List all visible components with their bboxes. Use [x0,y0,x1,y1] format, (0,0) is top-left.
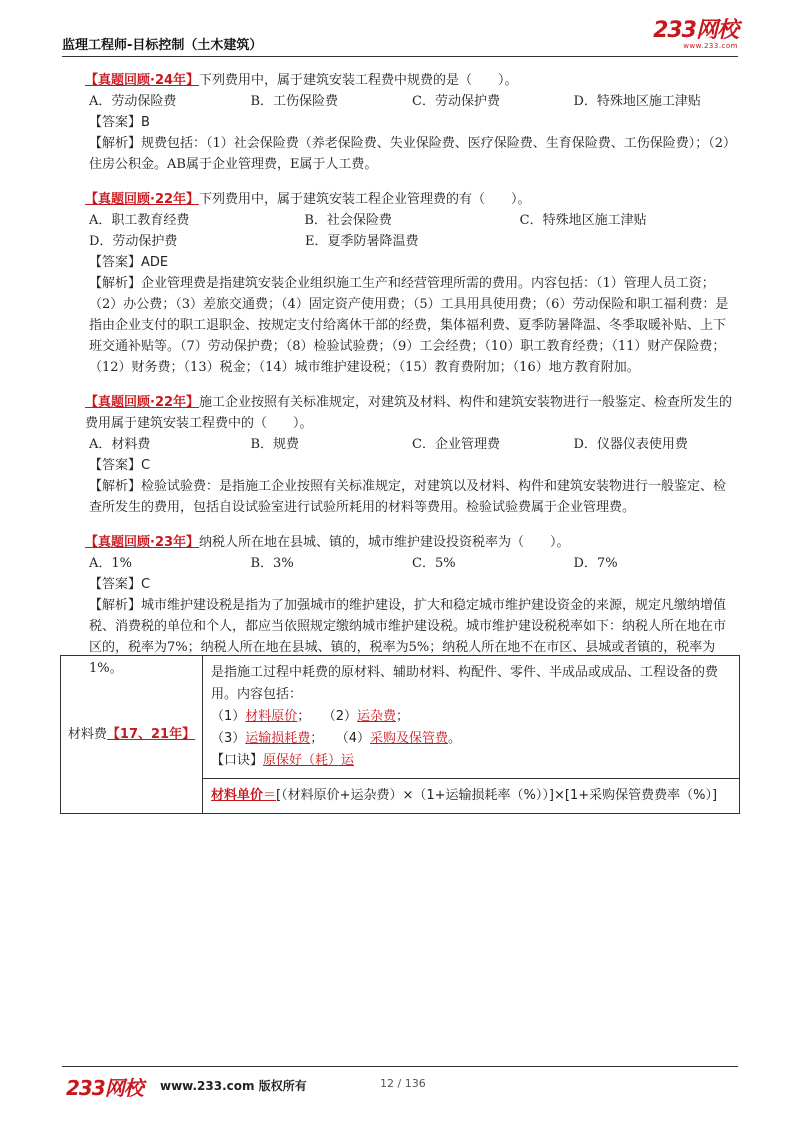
answer-label: 【答案】 [89,255,142,270]
item-separator: ； [396,709,410,724]
mnemonic-label: 【口诀】 [211,753,264,768]
option: D．7% [573,556,618,571]
option: C．5% [412,556,456,571]
question-stem-line [85,70,735,91]
question-block [85,189,735,378]
question-stem-line [85,189,735,210]
option: D．劳动保护费 [89,234,178,249]
item-number: （4） [335,731,370,746]
option: C．劳动保护费 [412,94,500,109]
analysis-label: 【解析】 [89,276,142,291]
option: A．职工教育经费 [89,213,190,228]
option: A．1% [89,556,133,571]
description-text: 是指施工过程中耗费的原材料、辅助材料、构配件、零件、半成品或成品、工程设备的费用。内容包括： [211,665,719,702]
row-header-cell [61,656,203,814]
option: B．3% [250,556,294,571]
question-tag: 【真题回顾·22年】 [85,395,200,410]
options-row [85,231,735,252]
header-divider [62,56,738,57]
option: B．社会保险费 [304,213,392,228]
option: A．材料费 [89,437,151,452]
option: D．特殊地区施工津贴 [573,94,701,109]
footer-divider [62,1066,738,1067]
item-separator: 。 [448,731,462,746]
item-number: （2） [322,709,357,724]
question-stem: 下列费用中，属于建筑安装工程费中规费的是（ ）。 [199,73,518,88]
option: D．仪器仪表使用费 [573,437,688,452]
analysis-label: 【解析】 [89,598,142,613]
item-transport-fee: 运杂费 [357,709,397,724]
answer-value: B [141,115,150,130]
formula-cell [203,779,740,814]
analysis-label: 【解析】 [89,479,142,494]
analysis [85,273,735,378]
item-transport-loss: 运输损耗费 [245,731,311,746]
option: C．企业管理费 [412,437,500,452]
footer-logo: 233网校 [66,1076,143,1100]
answer-value: C [141,458,151,473]
answer-line [85,252,735,273]
question-block [85,392,735,518]
option: C．特殊地区施工津贴 [519,213,647,228]
formula-equals: ＝ [263,788,277,803]
question-stem: 施工企业按照有关标准规定，对建筑及材料、构件和建筑安装物进行一般鉴定、检查所发生的费用属于建筑安装工程费中的（ ）。 [85,395,733,431]
brand-logo-text: 233网校 [653,18,738,43]
analysis-text: 检验试验费：是指施工企业按照有关标准规定，对建筑以及材料、构件和建筑安装物进行一般鉴定、检查所发生的费用，包括自设试验室进行试验所耗用的材料等费用。检验试验费属于企业管理费。 [89,479,727,515]
header-title: 监理工程师-目标控制（土木建筑） [62,38,263,53]
answer-value: C [141,577,151,592]
option: E．夏季防暑降温费 [305,234,419,249]
analysis [85,476,735,518]
main-content [85,70,735,693]
row-header-label: 材料费 [67,726,107,742]
item-material-price: 材料原价 [245,709,298,724]
analysis-text: 企业管理费是指建筑安装企业组织施工生产和经营管理所需的费用。内容包括：（1）管理人员工资；（2）办公费；（3）差旅交通费；（4）固定资产使用费；（5）工具用具使用费；（6）劳动保险和职工福利费：是指由企业支付的职工退职金、按规定支付给离休干部的经费，集体福利费、夏季防暑降温、冬季取暖补贴、上下班交通补贴等。（7）劳动保护费；（8）检验试验费；（9）工会经费；（10）职工教育经费；（11）财产保险费；（12）财务费；（13）税金；（14）城市维护建设税；（15）教育费附加；（16）地方教育附加。 [89,276,729,375]
formula-text: [（材料原价+运杂费）×（1+运输损耗率（%））]×[1+采购保管费费率（%）] [276,788,718,803]
answer-line [85,574,735,595]
question-stem-line [85,392,735,434]
item-number: （1） [211,709,246,724]
options-row [85,91,735,112]
description-cell [203,656,740,779]
option: A．劳动保险费 [89,94,177,109]
question-tag: 【真题回顾·24年】 [85,73,200,88]
brand-logo [653,20,738,50]
answer-value: ADE [141,255,169,270]
answer-line [85,455,735,476]
question-stem: 纳税人所在地在县城、镇的，城市维护建设投资税率为（ ）。 [199,535,570,550]
answer-label: 【答案】 [89,577,142,592]
question-tag: 【真题回顾·22年】 [85,192,200,207]
option: B．规费 [250,437,300,452]
options-row [85,210,735,231]
analysis-text: 城市维护建设税是指为了加强城市的维护建设，扩大和稳定城市维护建设资金的来源，规定凡缴纳增值税、消费税的单位和个人，都应当依照规定缴纳城市维护建设税。城市维护建设税税率如下：纳税人所在地在市区的，税率为7%；纳税人所在地在县城、镇的，税率为5%；纳税人所在地不在市区、县城或者镇的，税率为1%。 [89,598,727,676]
brand-logo-url: www.233.com [683,42,738,50]
options-row [85,434,735,455]
exam-year-tag: 【17、21年】 [106,726,196,742]
footer-copyright: www.233.com 版权所有 [160,1079,307,1093]
analysis-text: 规费包括：（1）社会保险费（养老保险费、失业保险费、医疗保险费、生育保险费、工伤保险费）；（2）住房公积金。AB属于企业管理费，E属于人工费。 [89,136,730,172]
answer-line [85,112,735,133]
table-row [61,656,740,779]
mnemonic-line [211,750,731,772]
option: B．工伤保险费 [250,94,339,109]
options-row [85,553,735,574]
mnemonic-text: 原保好（耗）运 [263,753,355,768]
page-number: 12 / 136 [380,1077,426,1090]
content-items-line [211,728,731,750]
item-procurement-fee: 采购及保管费 [370,731,449,746]
content-items-line [211,706,731,728]
item-separator: ； [297,709,311,724]
question-block [85,70,735,175]
question-stem: 下列费用中，属于建筑安装工程企业管理费的有（ ）。 [199,192,531,207]
question-tag: 【真题回顾·23年】 [85,535,200,550]
item-number: （3） [211,731,246,746]
formula-label: 材料单价 [211,788,264,803]
material-cost-table [60,655,740,814]
answer-label: 【答案】 [89,458,142,473]
analysis-label: 【解析】 [89,136,142,151]
question-stem-line [85,532,735,553]
answer-label: 【答案】 [89,115,142,130]
item-separator: ； [310,731,324,746]
analysis [85,133,735,175]
